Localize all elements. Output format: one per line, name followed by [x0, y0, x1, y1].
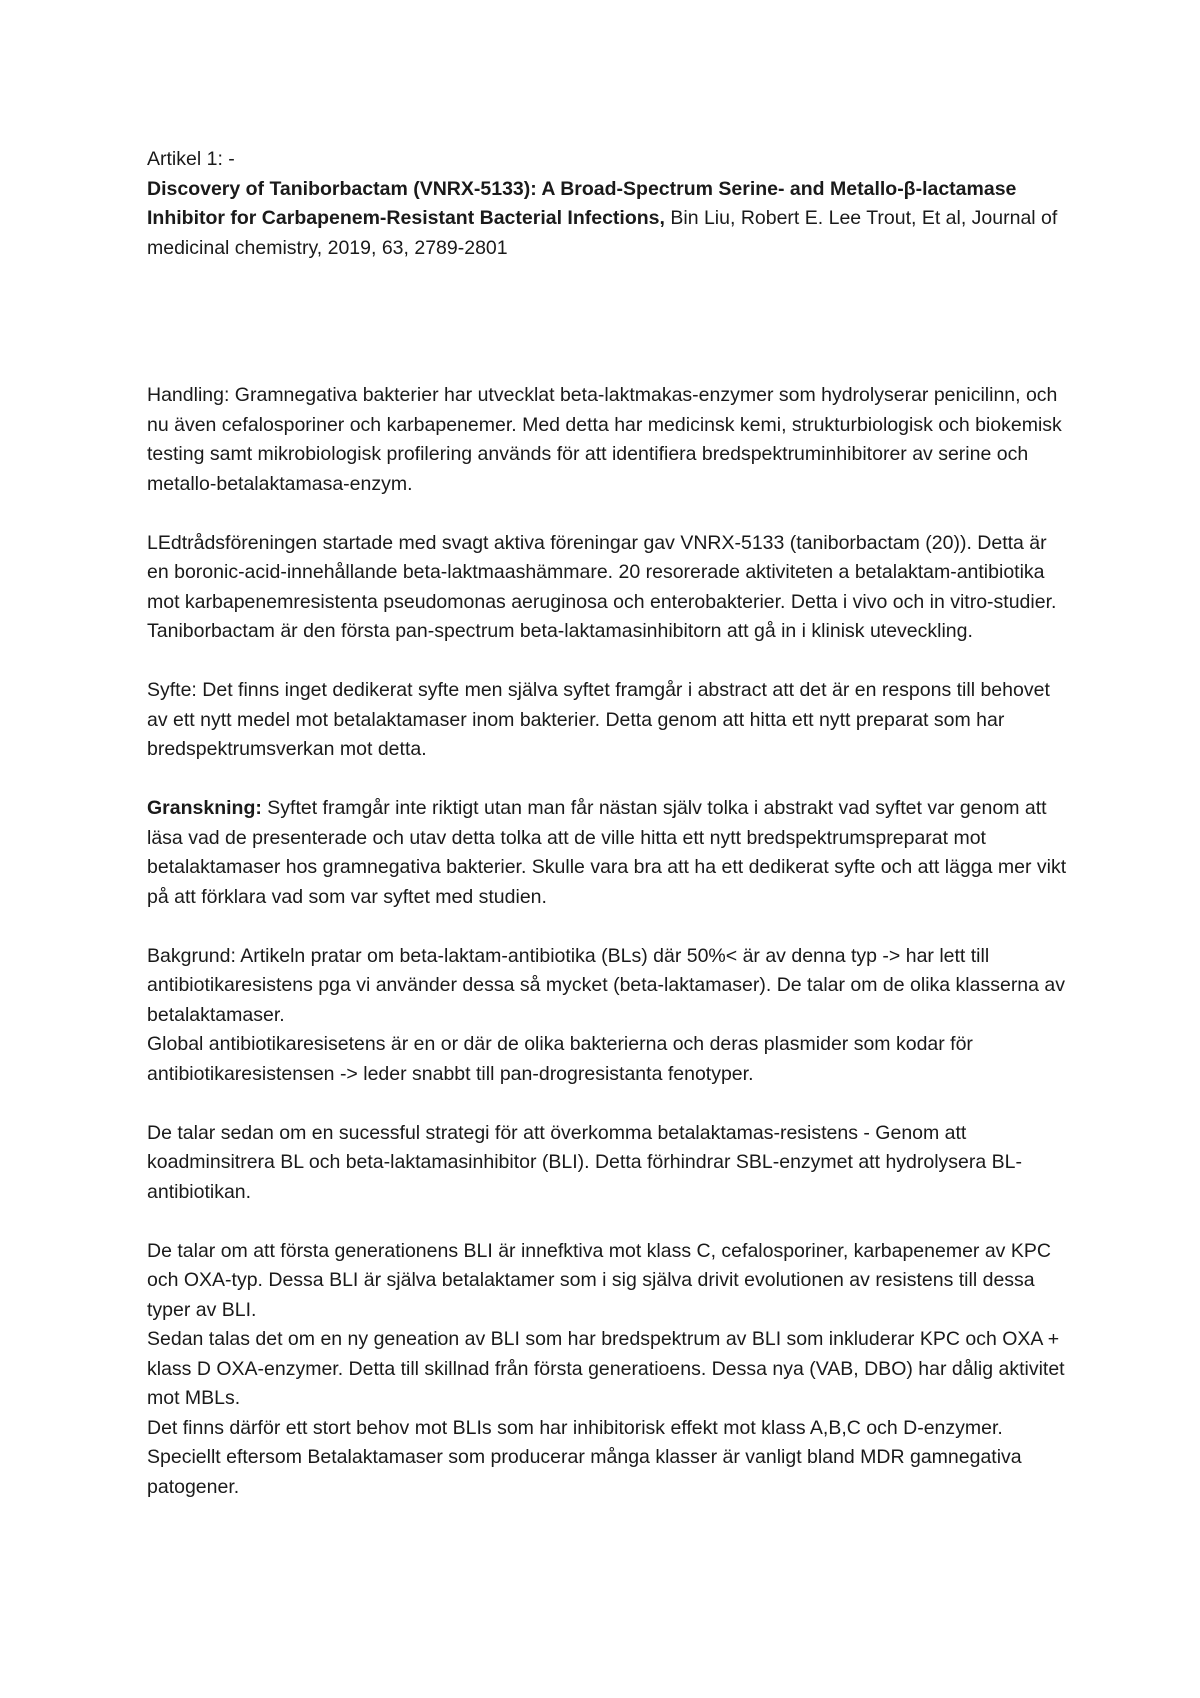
- article-label: Artikel 1: -: [147, 148, 235, 170]
- article-authors-journal: Bin Liu, Robert E. Lee Trout, Et al, Journal of medicinal chemistry, 2019, 63, 2789-2801: [147, 207, 1058, 259]
- paragraph-ledtrad: LEdtrådsföreningen startade med svagt aktiva föreningar gav VNRX-5133 (taniborbactam (20)). Detta är en boronic-acid-innehållande beta-laktmaashämmare. 20 resorerade aktiviteten a betalaktam-antibiotika mot karbapenemresistenta pseudomonas aeruginosa och enterobakterier. Detta i vivo och in vitro-studier.: [147, 531, 1057, 613]
- paragraph-taniborbactam: Taniborbactam är den första pan-spectrum beta-laktamasinhibitorn att gå in i klinisk uteveckling.: [147, 620, 973, 642]
- paragraph-new-generation: Sedan talas det om en ny geneation av BLI som har bredspektrum av BLI som inkluderar KPC och OXA + klass D OXA-enzymer. Detta till skillnad från första generatioens. Dessa nya (VAB, DBO) har dålig aktivitet mot MBLs.: [147, 1328, 1065, 1409]
- paragraph-handling: Handling: Gramnegativa bakterier har utvecklat beta-laktmakas-enzymer som hydrolyserar penicilinn, och nu även cefalosporiner och karbapenemer. Med detta har medicinsk kemi, strukturbiologisk och biokemisk testing samt mikrobiologisk profilering används för att identifiera bredspektruminhibitorer av serine och metallo-betalaktamasa-enzym.: [147, 384, 1062, 495]
- paragraph-granskning: [147, 794, 1070, 912]
- paragraph-bakgrund: Bakgrund: Artikeln pratar om beta-laktam-antibiotika (BLs) där 50%< är av denna typ -> har lett till antibiotikaresistens pga vi använder dessa så mycket (beta-laktamaser). De talar om de olika klasserna av betalaktamaser.: [147, 944, 1066, 1026]
- paragraph-spacer: [147, 1089, 1070, 1119]
- paragraph-need: Det finns därför ett stort behov mot BLIs som har inhibitorisk effekt mot klass A,B,C och D-enzymer. Speciellt eftersom Betalaktamaser som producerar många klasser är vanligt bland MDR gamnegativa patogener.: [147, 1416, 1022, 1498]
- paragraph-global-resistens: Global antibiotikaresisetens är en or där de olika bakterierna och deras plasmider som kodar för antibiotikaresistensen -> leder snabbt till pan-drogresistanta fenotyper.: [147, 1033, 973, 1085]
- paragraph-spacer: [147, 912, 1070, 942]
- article-header: [147, 145, 1070, 263]
- paragraph-first-generation: De talar om att första generationens BLI är innefktiva mot klass C, cefalosporiner, karbapenemer av KPC och OXA-typ. Dessa BLI är själva betalaktamer som i sig själva drivit evolutionen av resistens till dessa typer av BLI.: [147, 1239, 1051, 1321]
- granskning-text: Syftet framgår inte riktigt utan man får nästan själv tolka i abstrakt vad syftet var genom att läsa vad de presenterade och utav detta tolka att de ville hitta ett nytt bredspektrumspreparat mot betalaktamaser hos gramnegativa bakterier. Skulle vara bra att ha ett dedikerat syfte och att lägga mer vikt på att förklara vad som var syftet med studien.: [147, 797, 1067, 908]
- paragraph-spacer: [147, 1207, 1070, 1237]
- granskning-label: Granskning:: [147, 797, 262, 819]
- article-title: Discovery of Taniborbactam (VNRX-5133): A Broad-Spectrum Serine- and Metallo-β-lactamase Inhibitor for Carbapenem-Resistant Bacterial Infections,: [147, 177, 1017, 229]
- paragraph-spacer: [147, 647, 1070, 677]
- paragraph-spacer: [147, 499, 1070, 529]
- paragraph-spacer: [147, 765, 1070, 795]
- paragraph-syfte: Syfte: Det finns inget dedikerat syfte men själva syftet framgår i abstract att det är en respons till behovet av ett nytt medel mot betalaktamaser inom bakterier. Detta genom att hitta ett nytt preparat som har bredspektrumsverkan mot detta.: [147, 679, 1050, 760]
- paragraph-strategi: De talar sedan om en sucessful strategi för att överkomma betalaktamas-resistens - Genom att koadminsitrera BL och beta-laktamasinhibitor (BLI). Detta förhindrar SBL-enzymet att hydrolysera BL-antibiotikan.: [147, 1121, 1022, 1203]
- section-spacer: [147, 263, 1070, 381]
- article-citation: [147, 175, 1070, 264]
